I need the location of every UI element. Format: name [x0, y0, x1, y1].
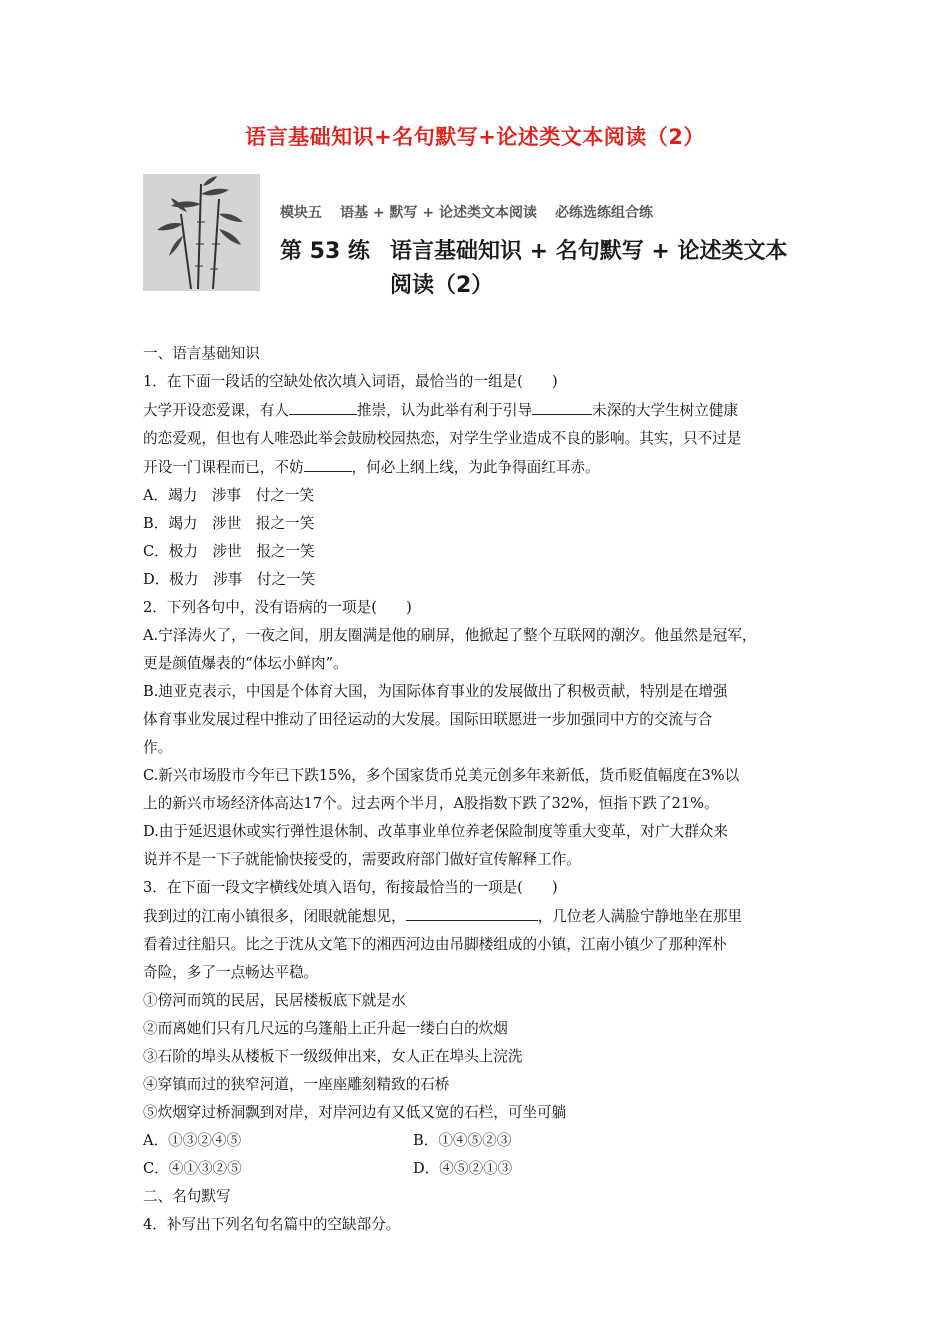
question-stem: 2．下列各句中，没有语病的一项是( ): [143, 599, 412, 616]
lesson-title-line2: 阅读（2）: [390, 273, 494, 298]
module-description: 语基 + 默写 + 论述类文本阅读: [340, 205, 537, 221]
answer-option: B．竭力 涉世 报之一笑: [143, 515, 315, 532]
option-text: A.宁泽涛火了，一夜之间，朋友圈满是他的刷屏，他掀起了整个互联网的潮汐。他虽然是冠军，: [143, 627, 757, 644]
lesson-heading: [280, 234, 787, 265]
answer-option: B．①④⑤②③: [413, 1132, 512, 1149]
option-text: B.迪亚克表示，中国是个体育大国，为国际体育事业的发展做出了积极贡献，特别是在增强: [143, 683, 728, 700]
answer-option: C．④①③②⑤: [143, 1160, 242, 1177]
answer-option: C．极力 涉世 报之一笑: [143, 543, 315, 560]
option-text: 作。: [143, 739, 173, 756]
section-heading: 二、名句默写: [143, 1188, 231, 1205]
question-stem: 4．补写出下列名句名篇中的空缺部分。: [143, 1216, 401, 1233]
answer-option-row: [143, 1127, 809, 1155]
answer-option: A．①③②④⑤: [143, 1132, 242, 1149]
answer-option: A．竭力 涉事 付之一笑: [143, 487, 315, 504]
module-label: 模块五: [280, 205, 322, 221]
question-passage: 的恋爱观，但也有人唯恐此举会鼓励校园热恋，对学生学业造成不良的影响。其实，只不过是: [143, 430, 742, 447]
document-title: 语言基础知识+名句默写+论述类文本阅读（2）: [245, 125, 705, 149]
option-text: 上的新兴市场经济体高达17个。过去两个半月，A股指数下跌了32%，恒指下跌了21%。: [143, 795, 719, 812]
practice-type: 必练选练组合练: [554, 205, 653, 221]
lesson-number: 第 53 练: [280, 239, 370, 264]
question-stem: 3．在下面一段文字横线处填入语句，衔接最恰当的一项是( ): [143, 879, 558, 896]
module-subtitle: [280, 202, 671, 222]
lesson-title-line1: 语言基础知识 + 名句默写 + 论述类文本: [389, 239, 788, 264]
sentence-item: ③石阶的埠头从楼板下一级级伸出来，女人正在埠头上浣洗: [143, 1048, 523, 1065]
question-stem: 1．在下面一段话的空缺处依次填入词语，最恰当的一组是( ): [143, 373, 558, 390]
option-text: 体育事业发展过程中推动了田径运动的大发展。国际田联愿进一步加强同中方的交流与合: [143, 711, 713, 728]
question-passage: 我到过的江南小镇很多，闭眼就能想见， ，几位老人满脸宁静地坐在那里: [143, 902, 809, 931]
answer-option: D．极力 涉事 付之一笑: [143, 571, 316, 588]
question-passage: 看着过往船只。比之于沈从文笔下的湘西河边由吊脚楼组成的小镇，江南小镇少了那种浑朴: [143, 936, 727, 953]
section-heading: 一、语言基础知识: [143, 345, 260, 362]
sentence-item: ④穿镇而过的狭窄河道，一座座雕刻精致的石桥: [143, 1076, 450, 1093]
sentence-item: ②而离她们只有几尺远的乌篷船上正升起一缕白白的炊烟: [143, 1020, 508, 1037]
option-text: 更是颜值爆表的“体坛小鲜肉”。: [143, 655, 348, 672]
document-body: [143, 340, 809, 1239]
option-text: D.由于延迟退休或实行弹性退休制、改革事业单位养老保险制度等重大变革，对广大群众来: [143, 823, 728, 840]
answer-option: D．④⑤②①③: [413, 1160, 513, 1177]
question-passage: 奇险，多了一点畅达平稳。: [143, 964, 319, 981]
option-text: C.新兴市场股市今年已下跌15%，多个国家货币兑美元创多年来新低，货币贬值幅度在3%以: [143, 767, 740, 784]
answer-option-row: [143, 1155, 809, 1183]
sentence-item: ⑤炊烟穿过桥洞飘到对岸，对岸河边有又低又宽的石栏，可坐可躺: [143, 1104, 567, 1121]
option-text: 说并不是一下子就能愉快接受的，需要政府部门做好宣传解释工作。: [143, 851, 581, 868]
bamboo-illustration: [143, 174, 260, 291]
question-passage: 大学开设恋爱课，有人 推崇，认为此举有利于引导 未深的大学生树立健康: [143, 396, 809, 425]
question-passage: 开设一门课程而已，不妨 ，何必上纲上线，为此争得面红耳赤。: [143, 453, 809, 482]
sentence-item: ①傍河而筑的民居，民居楼板底下就是水: [143, 992, 406, 1009]
